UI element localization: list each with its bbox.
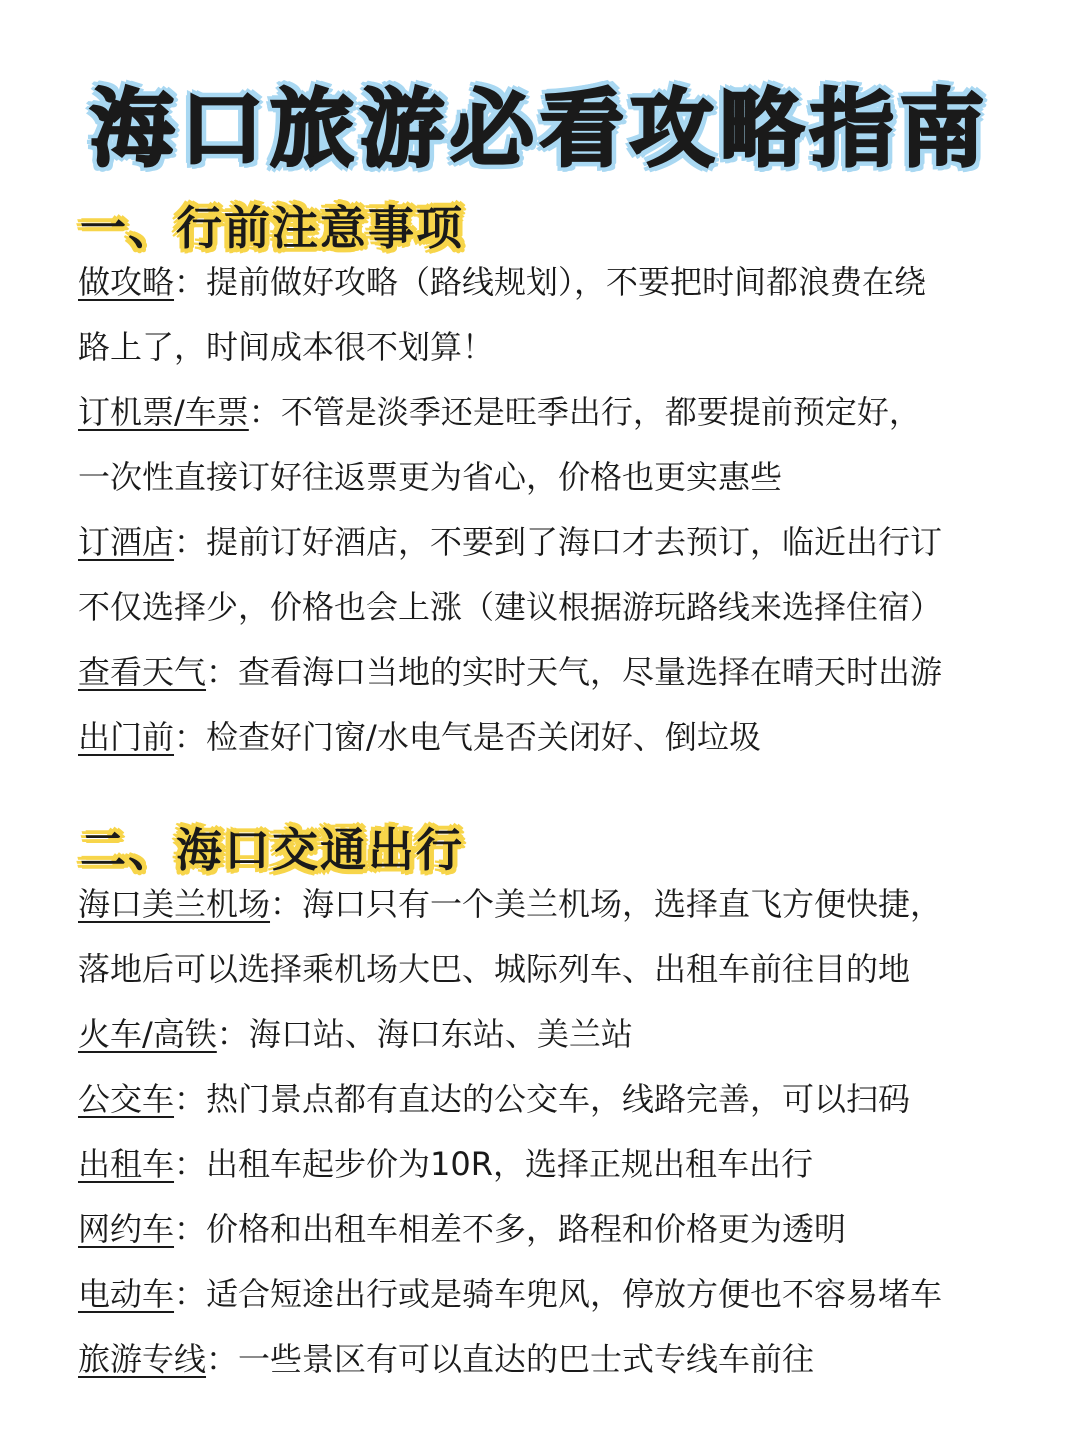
item-text: 提前订好酒店，不要到了海口才去预订，临近出行订: [206, 523, 943, 561]
item-text: 适合短途出行或是骑车兜风，停放方便也不容易堵车: [206, 1275, 943, 1313]
item-term: 火车/高铁: [78, 1015, 217, 1053]
list-item: 旅游专线：一些景区有可以直达的巴士式专线车前往: [78, 1340, 815, 1378]
item-term: 公交车: [78, 1080, 175, 1118]
item-text: 检查好门窗/水电气是否关闭好、倒垃圾: [206, 718, 761, 756]
item-term: 海口美兰机场: [78, 885, 271, 923]
item-term: 电动车: [78, 1275, 175, 1313]
section-heading-preparation: 一、行前注意事项: [80, 201, 464, 255]
list-item: 做攻略：提前做好攻略（路线规划），不要把时间都浪费在绕: [78, 263, 927, 301]
list-item-continuation: 不仅选择少，价格也会上涨（建议根据游玩路线来选择住宿）: [78, 588, 943, 626]
list-item: 网约车：价格和出租车相差不多，路程和价格更为透明: [78, 1210, 847, 1248]
list-item: 出租车：出租车起步价为10R，选择正规出租车出行: [78, 1145, 813, 1183]
item-text: 价格和出租车相差不多，路程和价格更为透明: [206, 1210, 847, 1248]
item-text: 热门景点都有直达的公交车，线路完善，可以扫码: [206, 1080, 911, 1118]
item-text: 出租车起步价为10R，选择正规出租车出行: [206, 1145, 813, 1183]
item-term: 订机票/车票: [78, 393, 249, 431]
item-text: 查看海口当地的实时天气，尽量选择在晴天时出游: [238, 653, 943, 691]
item-term: 旅游专线: [78, 1340, 207, 1378]
item-text: 一些景区有可以直达的巴士式专线车前往: [238, 1340, 815, 1378]
item-text: 海口只有一个美兰机场，选择直飞方便快捷，: [302, 885, 943, 923]
item-term: 网约车: [78, 1210, 175, 1248]
item-term: 查看天气: [78, 653, 207, 691]
list-item: 订机票/车票：不管是淡季还是旺季出行，都要提前预定好，: [78, 393, 921, 431]
section-heading-transport: 二、海口交通出行: [80, 823, 464, 877]
list-item: 火车/高铁：海口站、海口东站、美兰站: [78, 1015, 633, 1053]
item-text: 提前做好攻略（路线规划），不要把时间都浪费在绕: [206, 263, 927, 301]
page-title: 海口旅游必看攻略指南: [89, 80, 990, 178]
list-item-continuation: 路上了，时间成本很不划算！: [78, 328, 495, 366]
list-item-continuation: 一次性直接订好往返票更为省心，价格也更实惠些: [78, 458, 783, 496]
list-item: 电动车：适合短途出行或是骑车兜风，停放方便也不容易堵车: [78, 1275, 943, 1313]
list-item: 公交车：热门景点都有直达的公交车，线路完善，可以扫码: [78, 1080, 911, 1118]
item-term: 订酒店: [78, 523, 175, 561]
list-item: 查看天气：查看海口当地的实时天气，尽量选择在晴天时出游: [78, 653, 943, 691]
list-item-continuation: 落地后可以选择乘机场大巴、城际列车、出租车前往目的地: [78, 950, 911, 988]
item-text: 不管是淡季还是旺季出行，都要提前预定好，: [280, 393, 921, 431]
item-text: 海口站、海口东站、美兰站: [248, 1015, 633, 1053]
list-item: 海口美兰机场：海口只有一个美兰机场，选择直飞方便快捷，: [78, 885, 943, 923]
list-item: 出门前：检查好门窗/水电气是否关闭好、倒垃圾: [78, 718, 761, 756]
item-term: 出租车: [78, 1145, 175, 1183]
list-item: 订酒店：提前订好酒店，不要到了海口才去预订，临近出行订: [78, 523, 943, 561]
item-term: 出门前: [78, 718, 175, 756]
item-term: 做攻略: [78, 263, 175, 301]
